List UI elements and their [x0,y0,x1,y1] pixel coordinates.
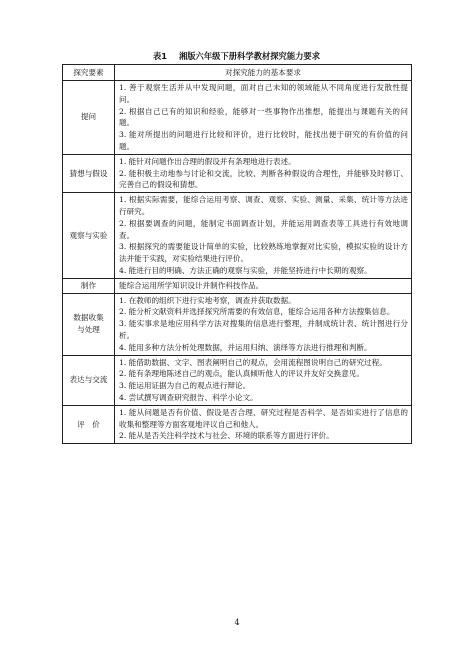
category-cell [63,405,115,443]
category-cell [63,154,115,192]
requirement-item: 2. 能分析文献资料并选择探究所需要的有效信息，能综合运用各种方法搜集信息。 [119,307,395,317]
header-element: 探究要素 [63,65,115,81]
requirement-item: 2. 根据自己已有的知识和经验，能够对一些事物作出推想，能提出与课题有关的问题。 [119,106,408,128]
table-row [63,405,412,443]
requirements-cell [115,81,412,155]
requirement-item: 1. 根据实际需要，能综合运用考察、调查、观察、实验、测量、采集、统计等方法进行研究。 [119,195,408,216]
requirement-item: 4. 尝试撰写调查研究报告、科学小论文。 [119,392,258,402]
requirement-item: 2. 根据要调查的问题，能制定书面调查计划，并能运用调查表等工具进行有效地调查。 [119,218,408,240]
category-label: 制作 [80,280,97,290]
header-requirements: 对探究能力的基本要求 [115,65,412,81]
requirement-item: 4. 能用多种方法分析处理数据，并运用归纳、演绎等方法进行推理和判断。 [119,342,372,352]
requirements-cell [115,193,412,279]
table-header-row [63,65,412,81]
requirements-cell [115,154,412,192]
category-cell [63,293,115,355]
requirement-item: 3. 能对所提出的问题进行比较和评价，进行比较时，能找出便于研究的有价值的问题。 [119,130,408,151]
table-row [63,193,412,279]
category-label: 观察与实验 [69,230,108,240]
requirement-item: 1. 在教师的组织下进行实地考察，调查并获取数据。 [119,295,296,305]
table-row [63,293,412,355]
table-row [63,154,412,192]
requirement-item: 4. 能进行目的明确、方法正确的观察与实验，并能坚持进行中长期的观察。 [119,265,372,275]
table-row [63,278,412,293]
requirements-cell [115,355,412,405]
category-cell [63,81,115,155]
requirement-item: 能综合运用所学知识设计并制作科技作品。 [119,280,264,290]
category-label: 提问 [80,112,97,122]
requirements-cell [115,293,412,355]
page-number: 4 [234,618,240,627]
requirement-item: 1. 能借助数据、文字、图表阐明自己的观点，会用流程图说明自己的研究过程。 [119,357,387,367]
table-row [63,81,412,155]
table-number: 表1 [152,51,168,61]
requirement-item: 1. 能针对问题作出合理的假设并有条理地进行表述。 [119,156,296,166]
requirement-item: 1. 能从问题是否有价值、假设是否合理、研究过程是否科学、是否如实进行了信息的收集和整理等方面客观地评议自己和他人。 [119,407,408,429]
category-label: 猜想与假设 [69,168,108,178]
requirement-item: 2. 能从是否关注科学技术与社会、环境的联系等方面进行评价。 [119,431,334,441]
category-label: 评 价 [77,419,100,429]
category-label: 与处理 [77,325,100,335]
category-cell [63,193,115,279]
requirement-item: 2. 能积极主动地参与讨论和交流，比较、判断各种假设的合理性，并能够及时修订、完善自己的假设和猜想。 [119,168,408,190]
requirements-cell [115,278,412,293]
table-caption [62,50,411,62]
requirement-item: 3. 根据探究的需要能设计简单的实验，比较熟练地掌握对比实验，模拟实验的设计方法并能于实践，对实验结果进行评价。 [119,242,408,264]
requirements-cell [115,405,412,443]
table-title: 湘版六年级下册科学教材探究能力要求 [178,51,321,61]
inquiry-ability-table [62,64,412,444]
category-cell [63,355,115,405]
requirement-item: 2. 能有条理地陈述自己的观点，能认真倾听他人的评议并友好交换意见。 [119,369,365,379]
requirement-item: 3. 能运用证据为自己的观点进行辩论。 [119,381,251,391]
table-body [63,81,412,444]
category-label: 表达与交流 [69,375,108,385]
table-row [63,355,412,405]
category-cell [63,278,115,293]
requirement-item: 1. 善于观察生活并从中发现问题，面对自己未知的领域能从不同角度进行发散性提问。 [119,83,408,104]
requirement-item: 3. 能实事求是地应用科学方法对搜集的信息进行整理，并制成统计表、统计图进行分析。 [119,319,408,340]
category-label: 数据收集 [73,313,104,323]
